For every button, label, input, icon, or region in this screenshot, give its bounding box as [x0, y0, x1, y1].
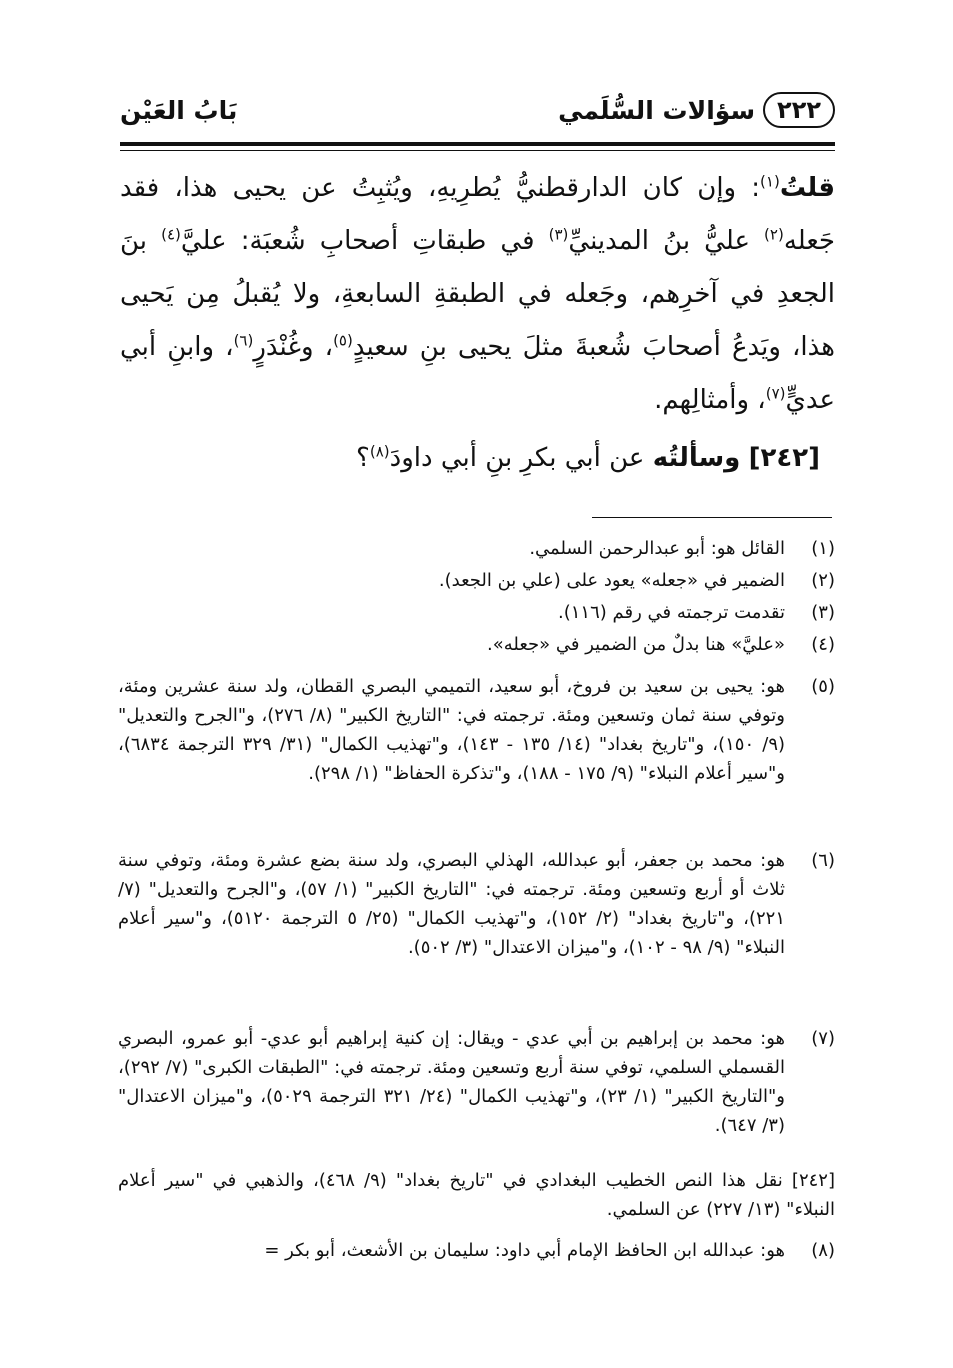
- footnote-text: هو: يحيى بن سعيد بن فروخ، أبو سعيد، التميمي البصري القطان، ولد سنة عشرين ومئة، وتوفي سنة ثمان وتسعين ومئة. ترجمته في: "التاريخ الكبير" (٨/ ٢٧٦)، و"الجرح والتعديل" (٩/ ١٥٠)، و"تاريخ بغداد" (١٤/ ١٣٥ - ١٤٣)، و"تهذيب الكمال" (٣١/ ٣٢٩ الترجمة ٦٨٣٤)، و"سير أعلام النبلاء" (٩/ ١٧٥ - ١٨٨)، و"تذكرة الحفاظ" (١/ ٢٩٨).: [118, 676, 786, 784]
- footnote-ref-4: (٤): [161, 225, 181, 244]
- entry-end: ؟: [356, 443, 370, 473]
- page-number: ٢٢٢: [763, 92, 835, 128]
- footnote-2: [118, 566, 835, 595]
- question-label: قلتُ: [779, 173, 835, 203]
- entry-number: [٢٤٢]: [748, 443, 820, 473]
- footnote-ref-3: (٣): [548, 225, 569, 244]
- page-header: [120, 92, 835, 142]
- footnote-ref-8: (٨): [369, 442, 390, 461]
- footnote-text: تقدمت ترجمته في رقم (١١٦).: [558, 602, 785, 623]
- footnote-6: [118, 846, 835, 962]
- source-note: [118, 1166, 835, 1224]
- footnote-text: الضمير في «جعله» يعود على (علي بن الجعد).: [438, 570, 785, 591]
- text-segment: عليُّ بنُ المدينيِّ: [568, 226, 765, 256]
- running-title: سؤالات السُّلَمي: [558, 95, 756, 125]
- footnote-ref-6: (٦): [233, 331, 254, 350]
- footnote-8: [118, 1236, 835, 1265]
- entry-text: عن أبي بكرِ بنِ أبي داودَ: [389, 443, 653, 473]
- source-note-body: نقل هذا النص الخطيب البغدادي في "تاريخ بغداد" (٩/ ٤٦٨)، والذهبي في "سير أعلام النبلاء" (١٣/ ٢٢٧) عن السلمي.: [118, 1170, 835, 1220]
- footnote-number: (٦): [811, 850, 835, 871]
- footnote-ref-1: (١): [760, 172, 780, 191]
- footnote-ref-5: (٥): [333, 331, 353, 350]
- source-note-text: [118, 1166, 835, 1224]
- footnote-ref-7: (٧): [765, 384, 786, 403]
- chapter-title: بَابُ العَيْن: [120, 96, 238, 125]
- header-rule-thin: [120, 150, 835, 151]
- main-paragraph: [120, 162, 835, 427]
- footnote-separator: [592, 517, 832, 518]
- footnote-5: [118, 672, 835, 788]
- header-right: [558, 92, 835, 128]
- footnote-4: [118, 630, 835, 659]
- text-segment: ، وابنِ أبي عديٍّ: [120, 332, 835, 415]
- source-note-number: [٢٤٢]: [791, 1170, 835, 1191]
- text-segment: في طبقاتِ أصحابِ شُعبَة: عليَّ: [180, 226, 549, 256]
- entry-label: وسألتُه: [652, 443, 741, 473]
- footnote-number: (١): [811, 538, 835, 559]
- text-segment: ، وأمثالِهم.: [654, 385, 766, 415]
- footnote-number: (٥): [811, 676, 835, 697]
- footnote-number: (٤): [811, 634, 835, 655]
- footnote-text: هو: محمد بن إبراهيم بن أبي عدي - ويقال: إن كنية إبراهيم أبو عدي- أبو عمرو، البصري القسملي السلمي، توفي سنة أربع وتسعين ومئة. ترجمته في: "الطبقات الكبرى" (٧/ ٢٩٢)، و"التاريخ الكبير" (١/ ٢٣)، و"تهذيب الكمال" (٢٤/ ٣٢١ الترجمة ٥٠٢٩)، و"ميزان الاعتدال" (٣/ ٦٤٧).: [118, 1028, 786, 1136]
- footnote-number: (٨): [811, 1240, 835, 1261]
- footnote-text: «عليَّ» هنا بدلٌ من الضمير في «جعله».: [487, 634, 785, 655]
- footnote-1: [118, 534, 835, 563]
- footnote-number: (٣): [811, 602, 835, 623]
- footnote-text: هو: محمد بن جعفر، أبو عبدالله، الهذلي البصري، ولد سنة بضع عشرة ومئة، وتوفي سنة ثلاث أو أربع وتسعين ومئة. ترجمته في: "التاريخ الكبير" (١/ ٥٧)، و"الجرح والتعديل" (٧/ ٢٢١)، و"تاريخ بغداد" (٢/ ١٥٢)، و"تهذيب الكمال" (٢٥/ ٥ الترجمة ٥١٢٠)، و"سير أعلام النبلاء" (٩/ ٩٨ - ١٠٢)، و"ميزان الاعتدال" (٣/ ٥٠٢).: [118, 850, 785, 958]
- text-segment: : وإن كان الدارقطنيُّ يُطرِيهِ، ويُثبِتُ عن يحيى هذا، فقد جَعله: [120, 173, 835, 256]
- footnote-3: [118, 598, 835, 627]
- text-segment: ، وغُنْدَرٍ: [253, 332, 334, 362]
- footnote-text: هو: عبدالله ابن الحافظ الإمام أبي داود: سليمان بن الأشعث، أبو بكر =: [264, 1240, 785, 1261]
- text-segment: بنَ الجعدِ في آخرِهم، وجَعله في الطبقةِ السابعةِ، ولا يُقبلُ مِن يَحيى هذا، ويَدعُ أصحابَ شُعبةَ مثلَ يحيى بنِ سعيدٍ: [120, 226, 836, 362]
- footnote-ref-2: (٢): [764, 225, 784, 244]
- header-rule-thick: [120, 142, 835, 146]
- footnote-number: (٢): [811, 570, 835, 591]
- entry-heading: [120, 438, 820, 478]
- footnote-text: القائل هو: أبو عبدالرحمن السلمي.: [529, 538, 785, 559]
- footnote-7: [118, 1024, 835, 1140]
- main-text: [120, 162, 835, 427]
- footnote-number: (٧): [811, 1028, 835, 1049]
